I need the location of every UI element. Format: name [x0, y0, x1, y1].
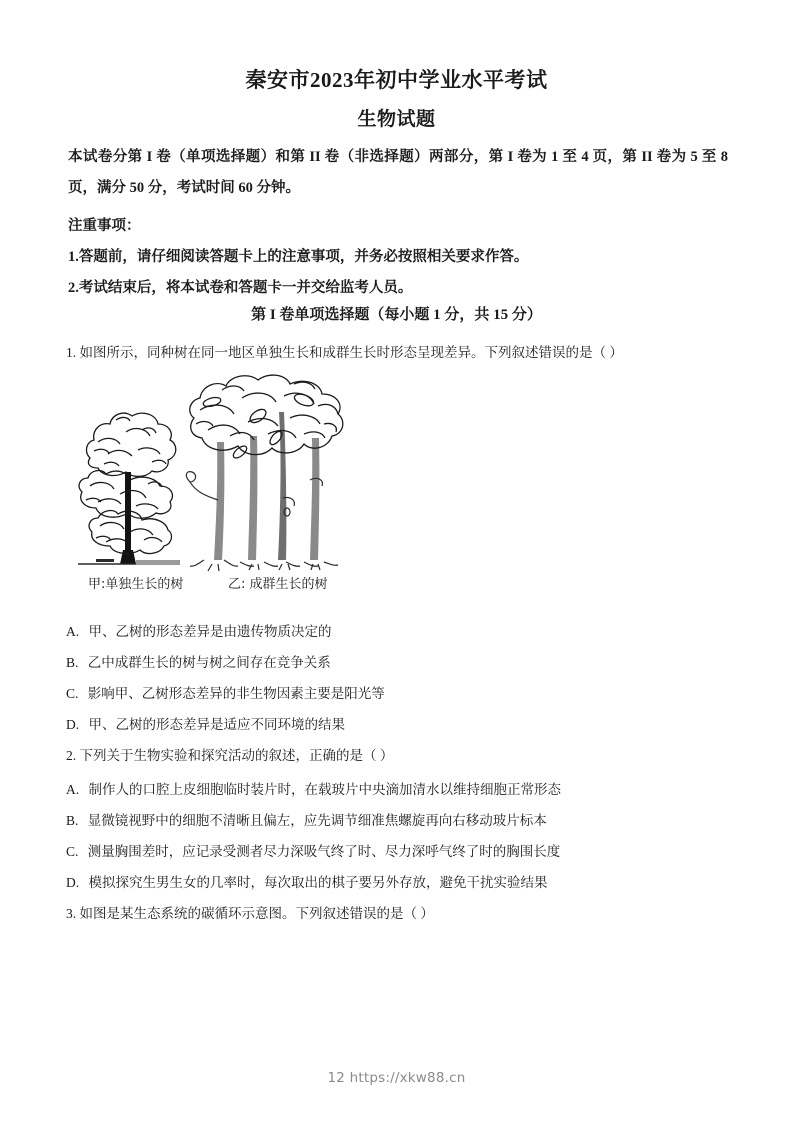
option-text: 影响甲、乙树形态差异的非生物因素主要是阳光等: [87, 686, 385, 701]
solitary-tree-group: [78, 413, 180, 565]
option-text: 模拟探究生男生女的几率时，每次取出的棋子要另外存放，避免干扰实验结果: [88, 875, 548, 890]
question-2-text: 下列关于生物实验和探究活动的叙述，正确的是（ ）: [79, 748, 394, 763]
grove-trees-group: [186, 375, 342, 571]
page-title: 秦安市2023年初中学业水平考试: [245, 68, 548, 92]
tree-comparison-illustration: [72, 372, 372, 587]
question-2-stem: [66, 741, 738, 771]
solitary-tree-ground-tick: [96, 559, 114, 562]
question-1-text: 如图所示，同种树在同一地区单独生长和成群生长时形态呈现差异。下列叙述错误的是（ ）: [79, 345, 623, 360]
question-2-option-a: [66, 775, 738, 805]
option-text: 显微镜视野中的细胞不清晰且偏左，应先调节细准焦螺旋再向右移动玻片标本: [87, 813, 547, 828]
question-2-option-d: [66, 868, 738, 898]
solitary-tree-shadow: [136, 560, 180, 565]
question-1-number: 1.: [66, 345, 77, 360]
option-letter: C.: [66, 686, 79, 701]
question-2-option-b: [66, 806, 738, 836]
notice-item-2: 2.考试结束后，将本试卷和答题卡一并交给监考人员。: [68, 280, 413, 296]
option-letter: C.: [66, 844, 79, 859]
page-subtitle: 生物试题: [357, 109, 436, 130]
option-letter: A.: [66, 624, 80, 639]
option-text: 甲、乙树的形态差异是适应不同环境的结果: [88, 717, 345, 732]
footer-watermark: 12 https://xkw88.cn: [327, 1070, 466, 1086]
notice-block: [68, 211, 728, 304]
exam-instructions: 本试卷分第 I 卷（单项选择题）和第 II 卷（非选择题）两部分，第 I 卷为 1 至 4 页，第 II 卷为 5 至 8 页，满分 50 分，考试时间 60 分钟。: [68, 149, 728, 196]
option-text: 乙中成群生长的树与树之间存在竞争关系: [87, 655, 331, 670]
grove-roots: [190, 560, 338, 571]
notice-heading: 注重事项：: [68, 218, 141, 234]
grove-trunk-1: [214, 442, 224, 560]
grove-canopy: [190, 375, 343, 460]
option-letter: B.: [66, 813, 79, 828]
question-1-stem: [66, 338, 738, 368]
question-2-number: 2.: [66, 748, 77, 763]
section-heading: 第 I 卷单项选择题（每小题 1 分，共 15 分）: [251, 307, 542, 323]
option-letter: D.: [66, 717, 80, 732]
option-letter: D.: [66, 875, 80, 890]
figure-caption-left: 甲:单独生长的树: [88, 577, 184, 592]
question-2-option-c: [66, 837, 738, 867]
option-text: 测量胸围差时，应记录受测者尽力深吸气终了时、尽力深呼气终了时的胸围长度: [87, 844, 561, 859]
notice-item-1: 1.答题前，请仔细阅读答题卡上的注意事项，并务必按照相关要求作答。: [68, 249, 529, 265]
question-3-text: 如图是某生态系统的碳循环示意图。下列叙述错误的是（ ）: [79, 906, 434, 921]
question-1-option-a: [66, 617, 738, 647]
option-letter: B.: [66, 655, 79, 670]
grove-trunk-4: [310, 438, 319, 560]
option-text: 甲、乙树的形态差异是由遗传物质决定的: [88, 624, 332, 639]
question-1-figure: [72, 372, 372, 587]
option-text: 制作人的口腔上皮细胞临时装片时，在载玻片中央滴加清水以维持细胞正常形态: [88, 782, 561, 797]
figure-caption-right: 乙: 成群生长的树: [228, 577, 328, 592]
question-1-option-d: [66, 710, 738, 740]
question-3-number: 3.: [66, 906, 77, 921]
option-letter: A.: [66, 782, 80, 797]
question-1-option-c: [66, 679, 738, 709]
question-1-option-b: [66, 648, 738, 678]
question-3-stem: [66, 899, 738, 929]
